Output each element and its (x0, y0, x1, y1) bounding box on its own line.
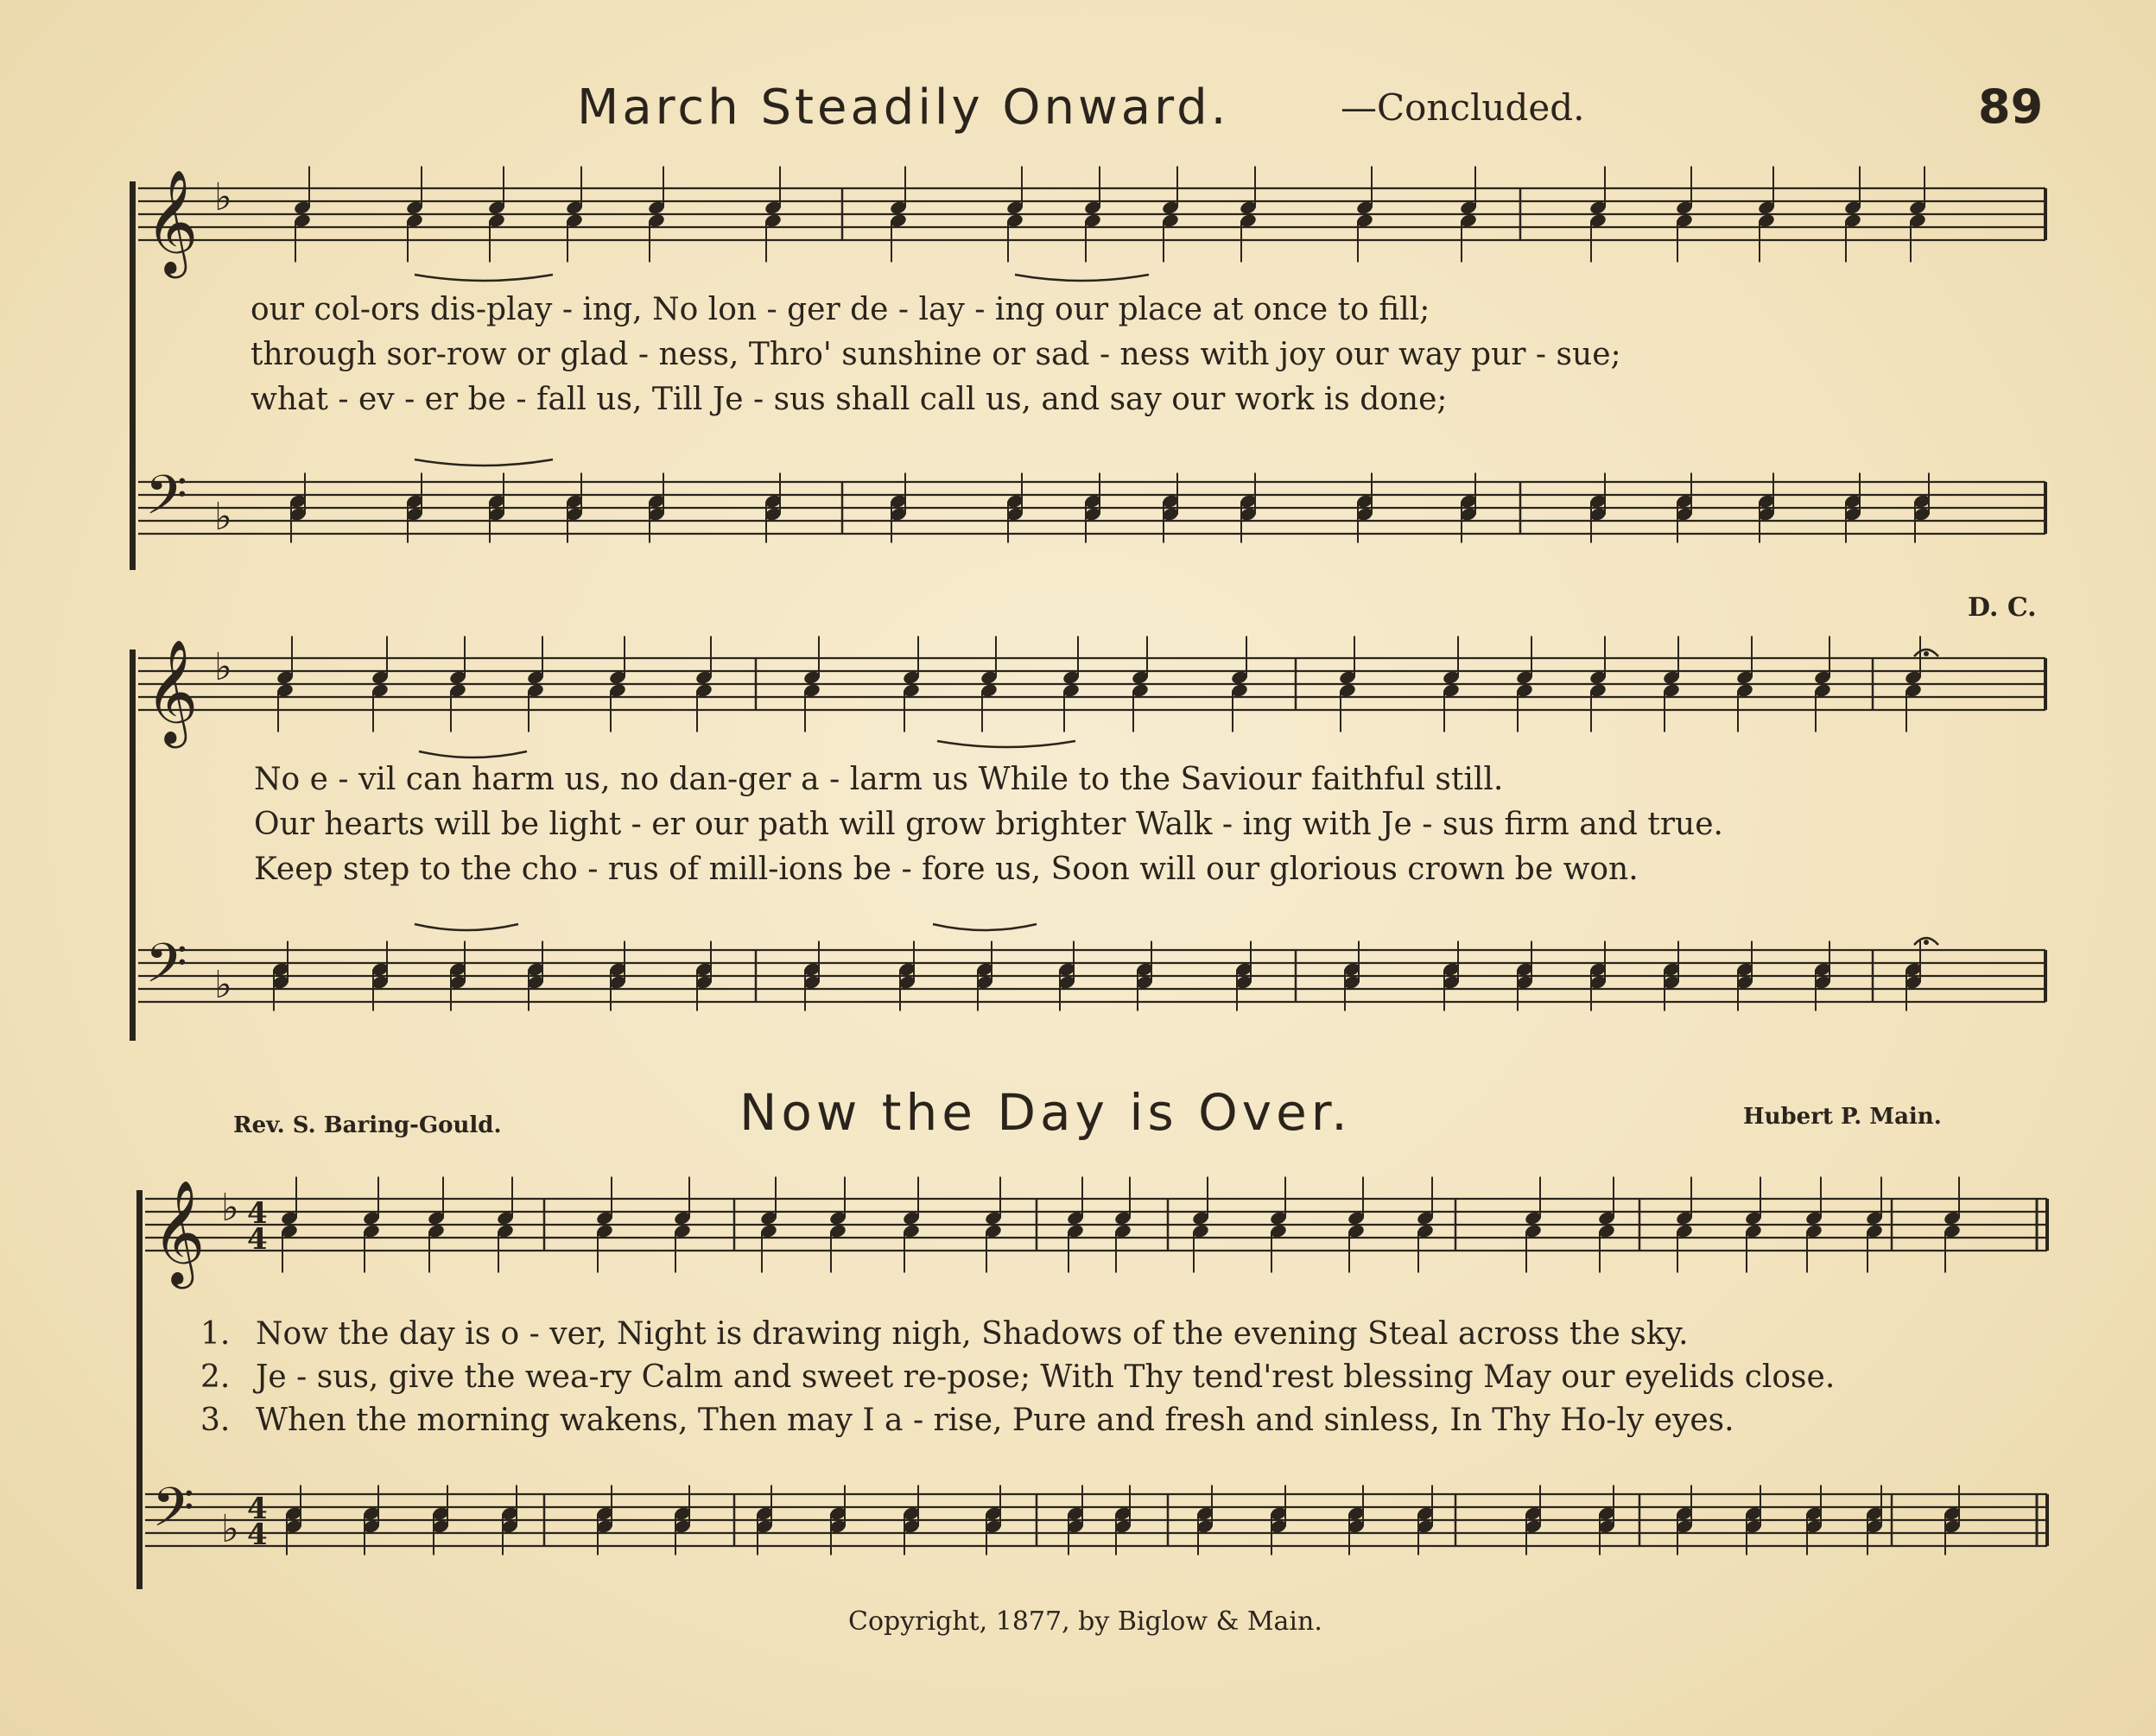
lyric-line: through sor-row or glad - ness, Thro' sunshine or sad - ness with joy our way pur - sue; (250, 337, 1621, 372)
verse-line: When the morning wakens, Then may I a - rise, Pure and fresh and sinless, In Thy Ho-ly eyes. (256, 1403, 1734, 1438)
system-bracket (136, 1190, 143, 1589)
hymn-title-suffix: —Concluded. (1341, 86, 1585, 129)
verse-number: 2. (200, 1359, 231, 1395)
treble-clef-icon: 𝄞 (145, 638, 199, 744)
lyric-line: No e - vil can harm us, no dan-ger a - larm us While to the Saviour faithful still. (254, 762, 1504, 797)
bass-clef-icon: 𝄢 (145, 931, 187, 1008)
verse-line: Je - sus, give the wea-ry Calm and sweet re-pose; With Thy tend'rest blessing May our eyelids close. (256, 1359, 1836, 1395)
hymn2-title: Now the Day is Over. (739, 1083, 1352, 1142)
flat-icon: ♭ (214, 175, 232, 219)
time-signature: 4 (247, 1222, 268, 1257)
lyric-line: Our hearts will be light - er our path will grow brighter Walk - ing with Je - sus firm and true. (254, 807, 1723, 842)
page-number: 89 (1978, 79, 2044, 134)
lyric-line: Keep step to the cho - rus of mill-ions be - fore us, Soon will our glorious crown be won. (254, 852, 1639, 887)
time-signature: 4 (247, 1492, 268, 1526)
fermata-icon (1924, 651, 1929, 656)
fermata-icon (1924, 940, 1929, 945)
verse-line: Now the day is o - ver, Night is drawing nigh, Shadows of the evening Steal across the sky. (256, 1316, 1689, 1352)
time-signature: 4 (247, 1196, 268, 1231)
time-signature: 4 (247, 1517, 268, 1552)
tie-slur (415, 275, 553, 281)
tie-slur (1015, 275, 1149, 281)
tie-slur (933, 924, 1037, 930)
verse-number: 3. (200, 1403, 231, 1438)
composer-credit: Hubert P. Main. (1743, 1104, 1942, 1130)
flat-icon: ♭ (214, 495, 232, 539)
tie-slur (415, 924, 518, 930)
bass-clef-icon: 𝄢 (145, 463, 187, 540)
system-bracket (130, 181, 136, 570)
tie-slur (415, 459, 553, 466)
flat-icon: ♭ (221, 1186, 239, 1230)
tie-slur (419, 751, 527, 757)
lyric-line: our col-ors dis-play - ing, No lon - ger de - lay - ing our place at once to fill; (250, 292, 1430, 327)
treble-clef-icon: 𝄞 (152, 1179, 206, 1284)
treble-clef-icon: 𝄞 (145, 168, 199, 274)
tie-slur (937, 741, 1075, 747)
hymn-title: March Steadily Onward. (577, 79, 1230, 136)
da-capo-mark: D. C. (1968, 592, 2037, 623)
author-credit: Rev. S. Baring-Gould. (233, 1112, 502, 1138)
copyright-notice: Copyright, 1877, by Biglow & Main. (848, 1606, 1322, 1637)
flat-icon: ♭ (214, 963, 232, 1007)
verse-number: 1. (200, 1316, 231, 1352)
lyric-line: what - ev - er be - fall us, Till Je - sus shall call us, and say our work is done; (250, 382, 1448, 417)
bass-clef-icon: 𝄢 (152, 1475, 194, 1552)
flat-icon: ♭ (221, 1507, 239, 1551)
system-bracket (130, 649, 136, 1041)
flat-icon: ♭ (214, 645, 232, 689)
